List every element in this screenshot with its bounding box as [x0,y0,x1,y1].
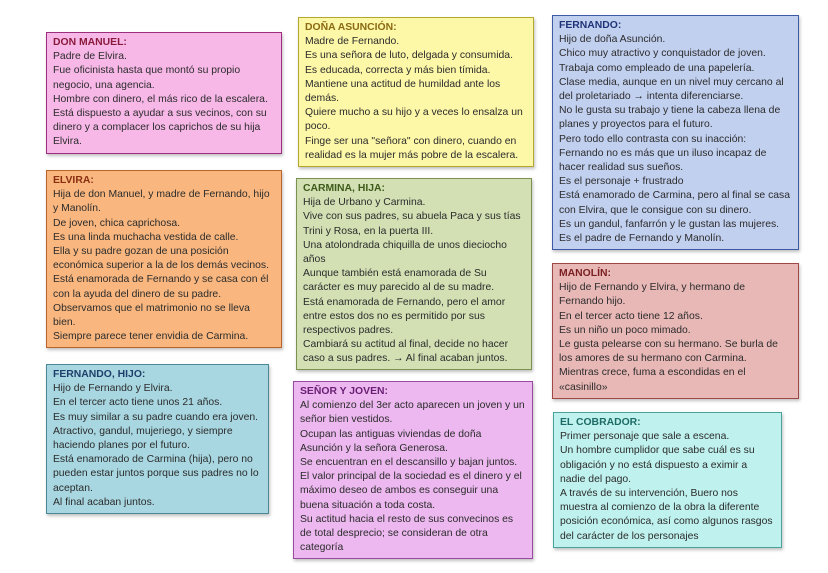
card-line: Finge ser una "señora" con dinero, cuando en realidad es la mujer más pobre de la escalera. [305,135,519,161]
card-line: Es un niño un poco mimado. [559,324,691,336]
card-title: ELVIRA: [53,175,94,186]
card-line: No le gusta su trabajo y tiene la cabeza llena de planes y proyectos para el futuro. [559,105,781,131]
card-line: A través de su intervención, Buero nos muestra al comienzo de la obra la diferente posición económica, así como algunos rasgos del carácter de los personajes [560,488,773,542]
card-line: Chico muy atractivo y conquistador de joven. [559,48,766,60]
card-line: Observamos que el matrimonio no se lleva bien. [53,302,250,329]
card-line: Un hombre cumplidor que sabe cuál es su obligación y no está dispuesto a eximir a nadie del pago. [560,445,755,485]
card-line: Está enamorado de Carmina (hija), pero no pueden estar juntos porque sus padres no lo aceptan. [53,454,259,494]
card-line: Mientras crece, fuma a escondidas en el «casinillo» [559,367,746,393]
card-fernando [552,15,799,250]
card-line: Se encuentran en el descansillo y bajan juntos. [300,457,518,469]
card-line: Es una señora de luto, delgada y consumida. [305,50,513,62]
card-line: Una atolondrada chiquilla de unos dieciocho años [303,239,507,266]
card-line: Está enamorado de Carmina, pero al final se casa con Elvira, que le consigue con su dinero. [559,190,791,216]
card-title: EL COBRADOR: [560,417,641,428]
card-line: Pero todo ello contrasta con su inacción: Fernando no es más que un iluso incapaz de hacer realidad sus sueños. [559,133,767,174]
card-line: En el tercer acto tiene 12 años. [559,310,703,322]
card-title: FERNANDO: [559,20,622,31]
card-line: Clase media, aunque en un nivel muy cercano al del proletariado → intenta diferenciarse. [559,76,784,103]
card-line: Es educada, correcta y más bien tímida. [305,64,491,76]
card-line: Primer personaje que sale a escena. [560,431,730,443]
card-line: Es muy similar a su padre cuando era joven. [53,411,259,423]
card-don-manuel [46,32,282,154]
card-line: Está dispuesto a ayudar a sus vecinos, con su dinero y a complacer los caprichos de su hija Elvira. [53,108,267,148]
card-line: Está enamorada de Fernando, pero el amor entre estos dos no es permitido por sus respectivos padres. [303,296,506,337]
card-line: Ocupan las antiguas viviendas de doña Asunción y la señora Generosa. [300,428,482,454]
card-line: Hija de don Manuel, y madre de Fernando, hijo y Manolín. [53,189,270,215]
card-line: El valor principal de la sociedad es el dinero y el máximo deseo de ambos es conseguir una buena situación a toda costa. [300,471,522,511]
card-title: FERNANDO, HIJO: [53,369,146,380]
card-line: Aunque también está enamorada de Su carácter es muy parecido al de su madre. [303,268,495,294]
card-line: Fue oficinista hasta que montó su propio negocio, una agencia. [53,65,241,91]
card-dona-asuncion [298,17,534,167]
card-line: Al comienzo del 3er acto aparecen un joven y un señor bien vestidos. [300,400,525,426]
card-line: Atractivo, gandul, mujeriego, y siempre haciendo planes por el futuro. [53,425,233,452]
card-title: CARMINA, HIJA: [303,183,385,194]
card-title: DOÑA ASUNCIÓN: [305,22,397,33]
card-line: Siempre parece tener envidia de Carmina. [53,331,249,343]
card-line: Al final acaban juntos. [53,496,155,508]
card-line: Hijo de Fernando y Elvira, y hermano de Fernando hijo. [559,282,745,308]
card-line: Mantiene una actitud de humildad ante los demás. [305,78,501,105]
card-line: Ella y su padre gozan de una posición económica superior a la de los demás vecinos. [53,246,270,272]
card-line: Hija de Urbano y Carmina. [303,197,426,209]
card-line: Hombre con dinero, el más rico de la escalera. [53,93,268,105]
card-line: De joven, chica caprichosa. [53,217,181,229]
card-line: Es una linda muchacha vestida de calle. [53,231,239,243]
card-el-cobrador [553,412,782,548]
card-line: Su actitud hacia el resto de sus convecinos es de total desprecio; se consideran de otra categoría [300,513,514,554]
card-line: Trabaja como empleado de una papelería. [559,62,755,74]
card-manolin [552,263,799,399]
card-line: Le gusta pelearse con su hermano. Se burla de los amores de su hermano con Carmina. [559,339,778,365]
card-line: Hijo de Fernando y Elvira. [53,383,173,395]
card-title: MANOLÍN: [559,268,611,279]
card-title: DON MANUEL: [53,37,127,48]
card-line: Es un gandul, fanfarrón y le gustan las mujeres. [559,218,780,230]
card-line: Vive con sus padres, su abuela Paca y sus tías Trini y Rosa, en la puerta III. [303,211,521,237]
card-line: Padre de Elvira. [53,51,127,63]
card-elvira [46,170,282,348]
card-line: Quiere mucho a su hijo y a veces lo ensalza un poco. [305,107,523,133]
card-line: Está enamorada de Fernando y se casa con él con la ayuda del dinero de su padre. [53,274,269,300]
card-fernando-hijo [46,364,269,514]
card-title: SEÑOR Y JOVEN: [300,386,388,397]
card-line: Es el padre de Fernando y Manolín. [559,233,725,245]
card-line: Madre de Fernando. [305,36,400,48]
card-senor-y-joven [293,381,533,559]
card-line: Hijo de doña Asunción. [559,34,666,46]
card-line: Es el personaje + frustrado [559,176,684,188]
card-carmina-hija [296,178,532,370]
card-line: Cambiará su actitud al final, decide no hacer caso a sus padres. → Al final acaban juntos. [303,339,509,365]
card-line: En el tercer acto tiene unos 21 años. [53,397,223,409]
